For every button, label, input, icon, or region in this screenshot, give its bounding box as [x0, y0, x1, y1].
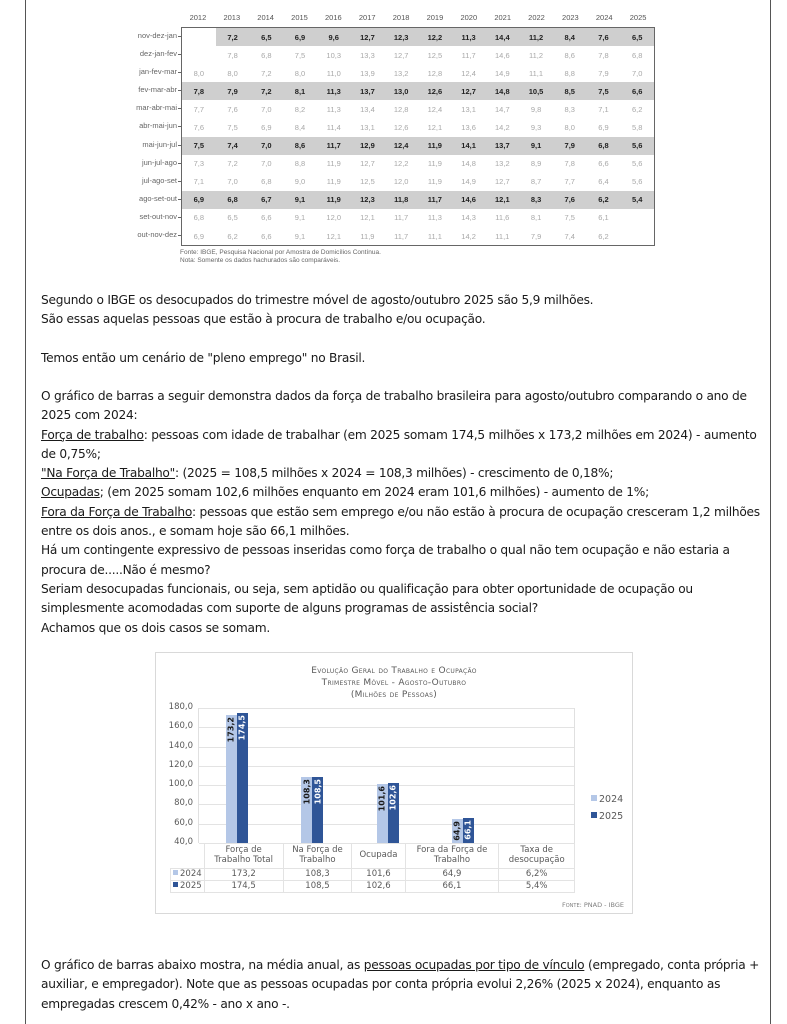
- table-cell: 6,5: [261, 32, 272, 42]
- table-cell: 8,0: [227, 68, 238, 78]
- table-cell: 11,7: [461, 50, 476, 60]
- pessoas-ocupadas-link[interactable]: pessoas ocupadas por tipo de vínculo: [363, 958, 585, 972]
- table-cell: 11,1: [427, 231, 442, 241]
- table-cell: 6,8: [261, 177, 272, 187]
- y-tick-label: 60,0: [174, 817, 193, 828]
- table-cell: 6,6: [598, 159, 609, 169]
- table-cell: 12,1: [326, 231, 342, 241]
- table-cell: 6,2: [598, 231, 609, 241]
- table-cell: 8,9: [530, 159, 542, 169]
- year-header-row: [181, 13, 655, 27]
- table-row: [182, 137, 654, 155]
- table-cell: 7,0: [227, 177, 238, 187]
- table-cell: 9,1: [294, 213, 306, 223]
- row-labels: [130, 27, 181, 244]
- table-footnote: [180, 249, 381, 265]
- table-cell: 7,5: [193, 141, 205, 151]
- table-cell: 12,7: [461, 86, 476, 96]
- table-cell: 9,0: [294, 177, 306, 187]
- legend-item: 2025: [591, 808, 623, 825]
- table-cell: 13,6: [461, 123, 476, 133]
- bar-2025: [388, 783, 399, 843]
- table-cell: 11,9: [326, 159, 341, 169]
- row-label: out-nov-dez: [130, 226, 181, 244]
- table-cell: 7,0: [261, 159, 272, 169]
- procura-line: São essas aquelas pessoas que estão à procura de trabalho e/ou ocupação.: [41, 312, 486, 327]
- table-cell: 8,4: [564, 32, 575, 42]
- chart-data-table: [170, 843, 575, 893]
- table-cell: [182, 28, 216, 46]
- gridline: [199, 708, 574, 709]
- table-cell: 8,4: [294, 123, 306, 133]
- y-tick-label: 120,0: [168, 759, 193, 770]
- seriam-text: Seriam desocupadas funcionais, ou seja, sem aptidão ou qualificação para obter oportunidade de ocupação ou simplesmente acomodadas com suporte de alguns programas de assistência social?: [41, 581, 693, 616]
- table-row: [182, 28, 654, 46]
- table-cell: 13,0: [393, 86, 409, 96]
- year-header: 2014: [257, 13, 274, 22]
- table-cell: 7,0: [631, 68, 643, 78]
- table-cell: 11,9: [326, 177, 341, 187]
- na-forca-term: "Na Força de Trabalho": [41, 466, 175, 481]
- table-cell: 7,6: [227, 104, 238, 114]
- table-cell: 7,2: [261, 68, 272, 78]
- table-cell: 6,7: [261, 195, 272, 205]
- unemployment-table: [181, 27, 655, 246]
- legend-swatch-icon: [173, 882, 178, 887]
- desocupados-line: Segundo o IBGE os desocupados do trimestre móvel de agosto/outubro 2025 são 5,9 milhões.: [41, 293, 594, 307]
- table-cell: 5,4: [631, 195, 643, 205]
- table-cell: 12,2: [393, 159, 409, 169]
- table-cell: 9,8: [530, 104, 542, 114]
- year-header: 2023: [562, 13, 579, 22]
- data-table-cell: 6,2%: [499, 868, 575, 880]
- y-tick-label: 80,0: [174, 798, 193, 809]
- table-cell: 12,4: [427, 104, 443, 114]
- table-cell: 11,8: [394, 195, 409, 205]
- chart-intro: O gráfico de barras a seguir demonstra dados da força de trabalho brasileira para agosto/outubro comparando o ano de 2025 com 2024:: [41, 389, 747, 423]
- table-cell: 6,6: [261, 213, 272, 223]
- bar-2024: [301, 777, 312, 843]
- table-cell: 14,3: [461, 213, 476, 223]
- table-cell: 8,5: [564, 86, 575, 96]
- bar-2025: [312, 777, 323, 843]
- year-header: 2018: [392, 13, 410, 22]
- table-row: [182, 155, 654, 173]
- row-label: jan-fev-mar: [130, 63, 181, 81]
- year-header: 2012: [189, 13, 207, 22]
- row-label: mai-jun-jul: [130, 136, 181, 154]
- table-cell: 7,7: [564, 177, 575, 187]
- data-table-cell: 108,3: [283, 868, 352, 880]
- year-header: 2016: [325, 13, 342, 22]
- bar-2025: [237, 713, 248, 843]
- table-comparable-note: Nota: Somente os dados hachurados são comparáveis.: [180, 257, 341, 264]
- row-label: nov-dez-jan: [130, 27, 181, 45]
- table-cell: 7,8: [564, 159, 575, 169]
- legend-item: 2024: [591, 791, 623, 808]
- bar-value-label: 174,5: [237, 715, 247, 741]
- table-cell: 12,9: [360, 141, 375, 151]
- unemployment-table-figure: [130, 10, 670, 270]
- category-label: Na Força de Trabalho: [283, 843, 352, 868]
- table-cell: 7,3: [193, 159, 205, 169]
- bar-value-label: 101,6: [377, 785, 387, 811]
- table-cell: 7,0: [261, 141, 272, 151]
- table-cell: 5,6: [631, 177, 643, 187]
- chart-legend: [591, 791, 623, 825]
- table-cell: 12,4: [461, 68, 476, 78]
- table-cell: 11,9: [427, 159, 442, 169]
- table-cell: 13,4: [360, 104, 375, 114]
- table-cell: 10,5: [528, 86, 544, 96]
- table-cell: 11,9: [326, 195, 341, 205]
- row-label: dez-jan-fev: [130, 45, 181, 63]
- table-cell: 11,3: [326, 86, 341, 96]
- table-row: [182, 191, 654, 209]
- table-cell: 12,1: [360, 213, 375, 223]
- table-row: [182, 64, 654, 82]
- table-cell: 14,2: [495, 123, 510, 133]
- year-header: 2020: [460, 13, 478, 22]
- table-cell: 7,2: [261, 86, 272, 96]
- labor-force-chart: [155, 652, 633, 914]
- table-row: [182, 46, 654, 64]
- table-cell: 7,5: [294, 50, 306, 60]
- gridline: [199, 766, 574, 767]
- table-cell: 11,7: [394, 213, 409, 223]
- bar-2025: [463, 818, 474, 843]
- table-cell: 11,6: [495, 213, 510, 223]
- table-cell: 14,8: [461, 159, 476, 169]
- data-table-row: 2024 173,2 108,3 101,6 64,9 6,2%: [171, 868, 575, 880]
- table-cell: 6,2: [631, 104, 643, 114]
- table-cell: 6,5: [227, 213, 238, 223]
- year-header: 2017: [358, 13, 376, 22]
- table-cell: 6,4: [598, 177, 609, 187]
- table-cell: 11,2: [528, 32, 544, 42]
- table-cell: 7,9: [227, 86, 238, 96]
- table-cell: 9,6: [328, 32, 339, 42]
- bar-2024: [452, 819, 463, 843]
- table-cell: 11,0: [326, 68, 341, 78]
- table-cell: 11,7: [427, 195, 442, 205]
- forca-item: Força de trabalho: pessoas com idade de trabalhar (em 2025 somam 174,5 milhões x 173,2 milhões em 2024) - aumento de 0,75%;: [41, 427, 757, 461]
- table-cell: 6,2: [227, 231, 238, 241]
- table-cell: 13,7: [495, 141, 510, 151]
- year-header: 2025: [629, 13, 647, 22]
- table-cell: 12,3: [360, 195, 375, 205]
- table-cell: 7,1: [598, 104, 609, 114]
- table-cell: 7,9: [564, 141, 575, 151]
- table-cell: 7,0: [261, 104, 272, 114]
- ocupadas-item: Ocupadas; (em 2025 somam 102,6 milhões enquanto em 2024 eram 101,6 milhões) - aumento de 1%;: [41, 485, 649, 500]
- category-label: Taxa de desocupação: [499, 843, 575, 868]
- table-cell: 9,1: [294, 231, 306, 241]
- table-cell: 5,8: [631, 123, 643, 133]
- table-cell: 12,7: [393, 50, 409, 60]
- table-cell: 8,0: [564, 123, 575, 133]
- table-cell: 12,8: [393, 104, 409, 114]
- row-label: mar-abr-mai: [130, 99, 181, 117]
- table-cell: 8,2: [294, 104, 306, 114]
- table-cell: 5,6: [631, 141, 643, 151]
- legend-swatch-icon: [591, 795, 597, 801]
- legend-swatch-icon: [591, 812, 597, 818]
- achamos-text: Achamos que os dois casos se somam.: [41, 620, 270, 635]
- data-table-cell: 66,1: [405, 880, 499, 892]
- table-cell: 12,0: [326, 213, 342, 223]
- table-cell: 11,9: [427, 177, 442, 187]
- table-cell: 13,9: [360, 68, 375, 78]
- table-cell: 7,8: [598, 50, 609, 60]
- table-cell: 8,0: [193, 68, 205, 78]
- table-cell: 7,9: [598, 68, 609, 78]
- bar-value-label: 108,5: [313, 778, 323, 805]
- table-cell: 9,1: [294, 195, 306, 205]
- table-cell: 12,8: [427, 68, 443, 78]
- table-cell: 7,5: [227, 123, 238, 133]
- table-cell: 7,6: [598, 32, 609, 42]
- table-cell: 12,6: [427, 86, 443, 96]
- table-cell: 8,3: [530, 195, 542, 205]
- table-cell: 13,7: [360, 86, 375, 96]
- table-cell: 11,4: [326, 123, 341, 133]
- table-cell: 6,8: [227, 195, 238, 205]
- table-cell: 7,2: [227, 159, 238, 169]
- bar-2024: [377, 784, 388, 843]
- table-cell: 6,6: [631, 86, 643, 96]
- table-cell: 11,9: [427, 141, 442, 151]
- table-cell: 12,7: [495, 177, 510, 187]
- data-table-cell: 108,5: [283, 880, 352, 892]
- table-cell: 6,1: [598, 213, 609, 223]
- forca-term: Força de trabalho: [41, 427, 144, 442]
- table-cell: 14,4: [495, 32, 510, 42]
- table-cell: 7,9: [530, 231, 542, 241]
- table-cell: 14,6: [495, 50, 510, 60]
- y-tick-label: 140,0: [168, 740, 193, 751]
- data-table-cell: 102,6: [352, 880, 405, 892]
- table-cell: 6,9: [193, 231, 205, 241]
- year-header: 2022: [528, 13, 545, 22]
- table-cell: 11,9: [360, 231, 375, 241]
- table-cell: 14,9: [461, 177, 476, 187]
- table-cell: 7,1: [193, 177, 205, 187]
- bar-value-label: 66,1: [463, 819, 473, 840]
- table-cell: 11,7: [394, 231, 409, 241]
- table-row: [182, 209, 654, 227]
- fora-term: Fora da Força de Trabalho: [41, 504, 193, 519]
- table-cell: 12,1: [495, 195, 510, 205]
- table-cell: 6,6: [261, 231, 272, 241]
- closing-paragraph: O gráfico de barras abaixo mostra, na média anual, as pessoas ocupadas por tipo de vínculo (empregado, conta própria + auxiliar, e empregador). Note que as pessoas ocupadas por conta própria evolui 2,26% (2025 x 2024), enquanto as empregadas crescem 0,42% - ano x ano -.: [41, 958, 760, 1011]
- year-header: 2013: [223, 13, 241, 22]
- table-cell: 12,0: [393, 177, 409, 187]
- table-cell: 11,2: [529, 50, 544, 60]
- bar-value-label: 173,2: [226, 716, 236, 742]
- table-cell: 11,3: [427, 213, 442, 223]
- table-cell: 9,1: [530, 141, 542, 151]
- table-source-note: Fonte: IBGE, Pesquisa Nacional por Amostra de Domicílios Contínua.: [180, 249, 381, 256]
- category-label: Fora da Força de Trabalho: [405, 843, 499, 868]
- table-cell: 7,4: [227, 141, 238, 151]
- na-forca-item: "Na Força de Trabalho": (2025 = 108,5 milhões x 2024 = 108,3 milhões) - crescimento de 0,18%;: [41, 466, 614, 481]
- data-table-cell: 174,5: [204, 880, 283, 892]
- table-cell: 6,2: [598, 195, 609, 205]
- table-cell: 14,1: [461, 141, 476, 151]
- category-label: Ocupada: [352, 843, 405, 868]
- analysis-paragraph: [41, 387, 766, 638]
- table-cell: 7,8: [227, 50, 238, 60]
- table-cell: 12,2: [427, 32, 443, 42]
- bar-2024: [226, 715, 237, 843]
- table-cell: 13,3: [360, 50, 375, 60]
- row-label: jul-ago-set: [130, 172, 181, 190]
- table-cell: 13,1: [360, 123, 375, 133]
- table-row: [182, 100, 654, 118]
- table-cell: 6,8: [631, 50, 643, 60]
- data-table-cell: 173,2: [204, 868, 283, 880]
- table-cell: 7,7: [193, 104, 205, 114]
- table-cell: 12,5: [360, 177, 375, 187]
- table-cell: 8,1: [530, 213, 542, 223]
- bar-value-label: 108,3: [302, 779, 312, 805]
- table-cell: 9,3: [530, 123, 542, 133]
- table-row: [182, 118, 654, 136]
- table-cell: 8,0: [294, 68, 306, 78]
- table-cell: 6,5: [631, 32, 643, 42]
- table-cell: 8,3: [564, 104, 575, 114]
- data-table-cell: 101,6: [352, 868, 405, 880]
- row-label: ago-set-out: [130, 190, 181, 208]
- contingente-text: Há um contingente expressivo de pessoas inseridas como força de trabalho o qual não tem ocupação e não estaria a procura de.....Não é mesmo?: [41, 543, 730, 577]
- legend-swatch-icon: [173, 870, 178, 875]
- table-cell: 7,6: [193, 123, 205, 133]
- year-header: 2015: [291, 13, 308, 22]
- row-label: set-out-nov: [130, 208, 181, 226]
- table-cell: 11,1: [495, 231, 510, 241]
- table-cell: 12,3: [393, 32, 409, 42]
- data-table-cell: 5,4%: [499, 880, 575, 892]
- table-cell: 8,6: [564, 50, 575, 60]
- table-cell: 12,5: [427, 50, 443, 60]
- y-tick-label: 160,0: [168, 721, 193, 732]
- table-cell: 7,8: [193, 86, 205, 96]
- table-cell: 11,7: [326, 141, 341, 151]
- data-table-cell: 64,9: [405, 868, 499, 880]
- table-cell: 13,1: [461, 104, 476, 114]
- gridline: [199, 727, 574, 728]
- pleno-emprego-line: Temos então um cenário de "pleno emprego" no Brasil.: [41, 350, 366, 365]
- year-header: 2024: [595, 13, 613, 22]
- table-cell: 7,5: [564, 213, 575, 223]
- fora-item: Fora da Força de Trabalho: pessoas que estão sem emprego e/ou não estão à procura de ocupação cresceram 1,2 milhões entre os dois anos., e somam hoje são 66,1 milhões.: [41, 504, 760, 539]
- bar-value-label: 102,6: [388, 784, 398, 810]
- table-cell: 12,7: [360, 159, 375, 169]
- ocupadas-term: Ocupadas: [41, 485, 100, 500]
- table-cell: 14,6: [461, 195, 476, 205]
- table-row: [182, 173, 654, 191]
- table-cell: 12,7: [360, 32, 375, 42]
- table-cell: 6,9: [261, 123, 272, 133]
- table-cell: 13,2: [495, 159, 510, 169]
- table-cell: 12,6: [393, 123, 409, 133]
- table-row: [182, 82, 654, 100]
- table-cell: 8,8: [564, 68, 575, 78]
- table-cell: 11,3: [326, 104, 341, 114]
- table-cell: 11,1: [529, 68, 544, 78]
- chart-plot-area: [168, 702, 575, 847]
- table-cell: 14,2: [461, 231, 476, 241]
- row-label: fev-mar-abr: [130, 81, 181, 99]
- year-header: 2019: [426, 13, 444, 22]
- table-cell: 7,4: [564, 231, 575, 241]
- chart-title: Evolução Geral do Trabalho e Ocupação Trimestre Móvel - Agosto-Outubro (Milhões de Pessoas): [311, 666, 477, 700]
- table-cell: 12,1: [427, 123, 443, 133]
- gridline: [199, 747, 574, 748]
- table-cell: 8,8: [294, 159, 306, 169]
- table-cell: 12,4: [393, 141, 409, 151]
- table-cell: 5,6: [631, 159, 643, 169]
- table-cell: 11,3: [461, 32, 476, 42]
- table-cell: 6,9: [294, 32, 306, 42]
- row-label: jun-jul-ago: [130, 154, 181, 172]
- table-cell: 13,2: [393, 68, 409, 78]
- table-cell: 8,1: [294, 86, 306, 96]
- table-cell: 14,7: [495, 104, 510, 114]
- table-cell: 10,3: [326, 50, 342, 60]
- table-cell: 8,7: [530, 177, 542, 187]
- chart-source: Fonte: PNAD - IBGE: [561, 901, 624, 909]
- table-cell: 7,2: [227, 32, 238, 42]
- table-cell: 8,6: [294, 141, 306, 151]
- table-cell: 6,8: [598, 141, 609, 151]
- y-tick-label: 100,0: [168, 779, 193, 790]
- table-cell: 6,8: [261, 50, 272, 60]
- y-tick-label: 40,0: [174, 837, 193, 847]
- table-cell: 7,5: [598, 86, 609, 96]
- bar-value-label: 64,9: [452, 821, 462, 841]
- table-cell: 7,6: [564, 195, 575, 205]
- data-table-row: 2025 174,5 108,5 102,6 66,1 5,4%: [171, 880, 575, 892]
- table-cell: 14,8: [495, 86, 510, 96]
- table-cell: 14,9: [495, 68, 510, 78]
- intro-paragraph: [41, 291, 766, 368]
- y-tick-label: 180,0: [168, 702, 193, 712]
- table-cell: 6,9: [598, 123, 609, 133]
- table-row: [182, 227, 654, 245]
- table-cell: 6,8: [193, 213, 205, 223]
- row-label: abr-mai-jun: [130, 117, 181, 135]
- category-label: Força de Trabalho Total: [204, 843, 283, 868]
- table-cell: 6,9: [193, 195, 205, 205]
- year-header: 2021: [494, 13, 511, 22]
